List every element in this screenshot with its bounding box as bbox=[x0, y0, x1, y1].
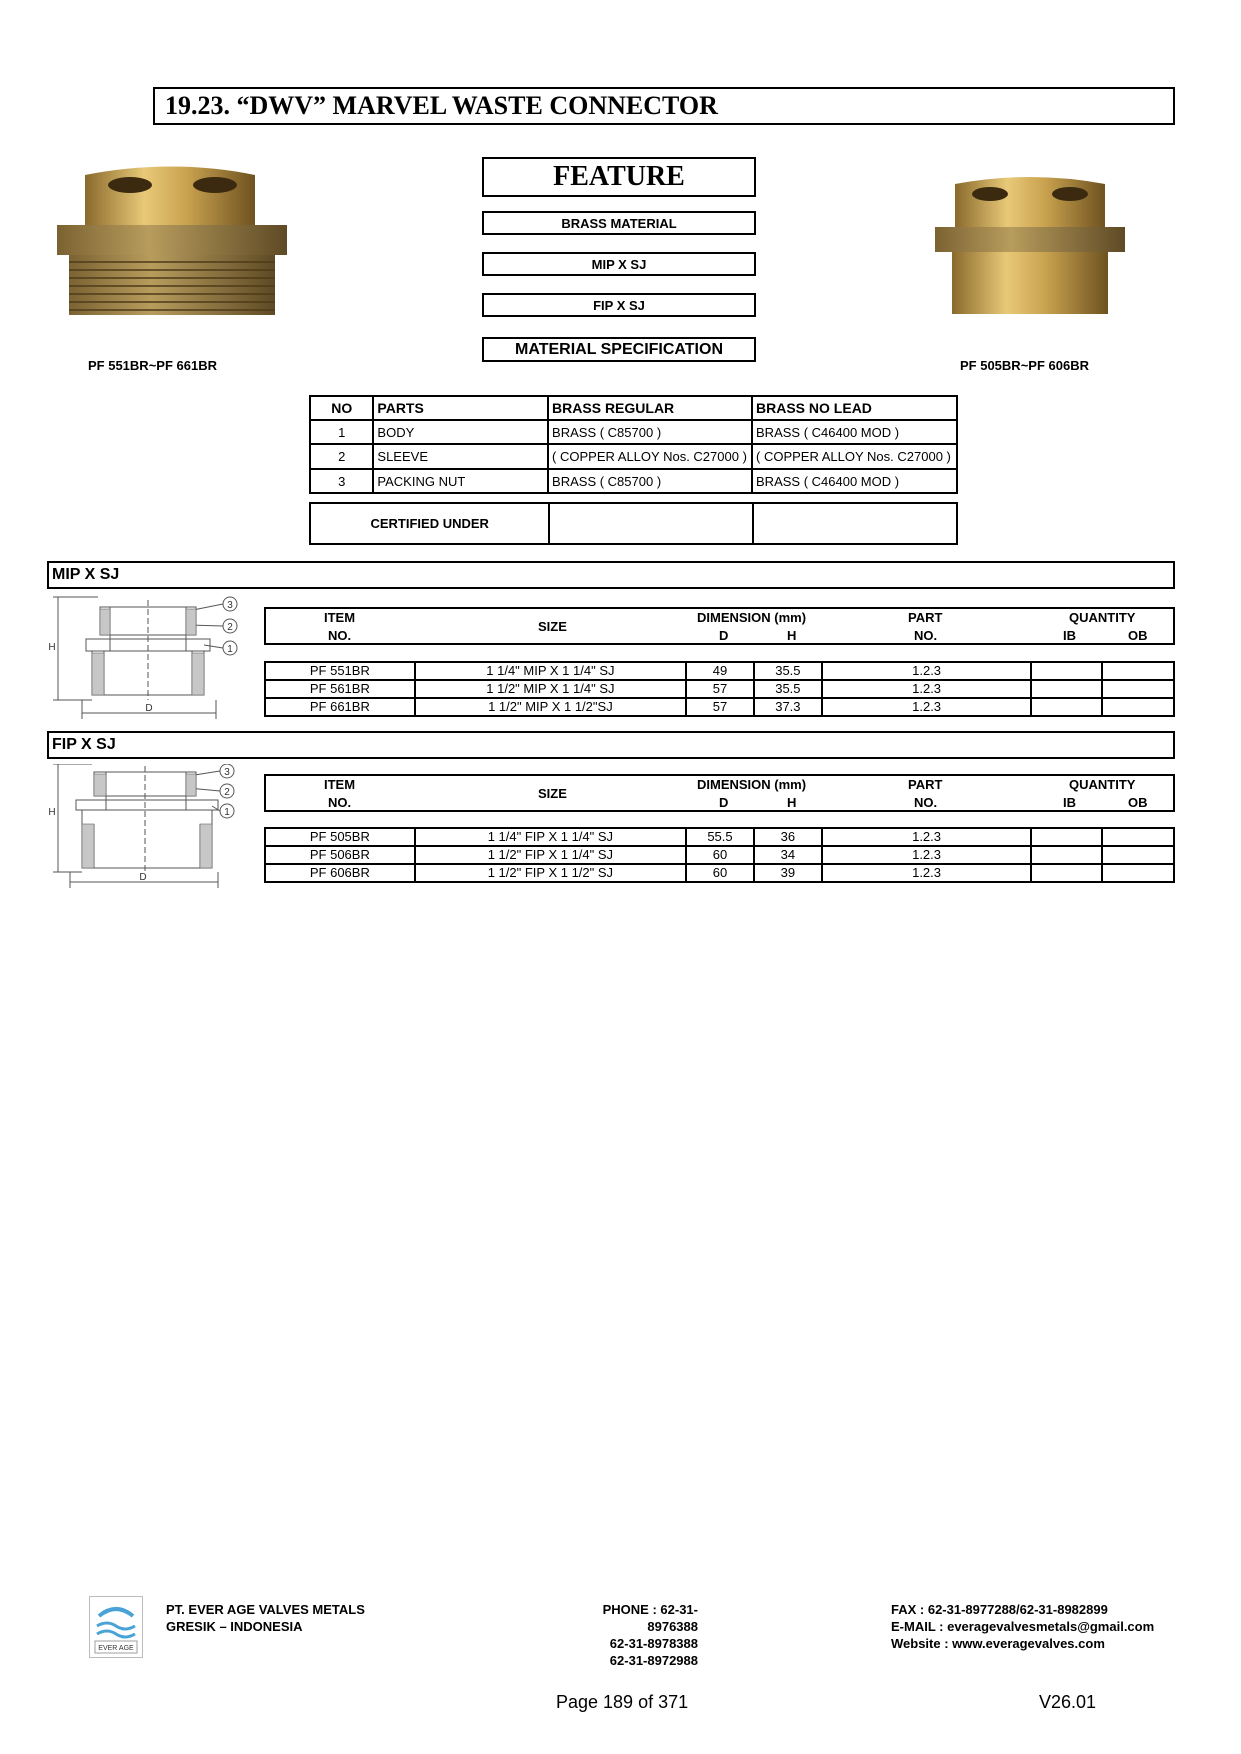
phone-line: 62-31-8978388 bbox=[609, 1636, 698, 1651]
height-label: H bbox=[48, 642, 56, 653]
table-row bbox=[265, 680, 1174, 698]
dimension-table-header-mip: ITEM NO. SIZE DIMENSION (mm) D H PART NO. QUANTITY IB OB bbox=[264, 607, 1175, 645]
footer-company-block bbox=[166, 1601, 365, 1635]
product-photo-fip bbox=[930, 172, 1130, 317]
photo-caption-right: PF 505BR~PF 606BR bbox=[960, 358, 1089, 373]
size: 1 1/4" MIP X 1 1/4" SJ bbox=[415, 662, 686, 680]
height-label: H bbox=[48, 807, 56, 818]
certified-table bbox=[309, 502, 958, 545]
table-cell: ( COPPER ALLOY Nos. C27000 ) bbox=[752, 444, 957, 469]
dim-d: 57 bbox=[686, 680, 754, 698]
table-row bbox=[310, 444, 957, 469]
dim-d: 60 bbox=[686, 846, 754, 864]
table-header: NO bbox=[310, 396, 373, 420]
feature-item: BRASS MATERIAL bbox=[482, 211, 756, 235]
dimension-table-header-fip: ITEM NO. SIZE DIMENSION (mm) D H PART NO. QUANTITY IB OB bbox=[264, 774, 1175, 812]
qty-ob bbox=[1102, 662, 1174, 680]
section-bar-mip: MIP X SJ bbox=[47, 561, 1175, 589]
qty-ib bbox=[1031, 698, 1102, 716]
page-number: Page 189 of 371 bbox=[556, 1692, 689, 1712]
product-photo-mip bbox=[55, 160, 290, 320]
dim-d: 60 bbox=[686, 864, 754, 882]
dim-h: 34 bbox=[754, 846, 822, 864]
qty-ob bbox=[1102, 828, 1174, 846]
table-cell: PACKING NUT bbox=[373, 469, 548, 493]
table-cell: BRASS ( C46400 MOD ) bbox=[752, 469, 957, 493]
part-no: 1.2.3 bbox=[822, 680, 1032, 698]
table-cell: 2 bbox=[310, 444, 373, 469]
dim-d: 57 bbox=[686, 698, 754, 716]
item-no: PF 506BR bbox=[265, 846, 415, 864]
certified-label: CERTIFIED UNDER bbox=[310, 503, 549, 544]
table-cell: 3 bbox=[310, 469, 373, 493]
callout-label: 1 bbox=[224, 807, 230, 818]
dimension-table-fip bbox=[264, 827, 1175, 883]
company-logo bbox=[89, 1596, 143, 1658]
dimension-table-mip bbox=[264, 661, 1175, 717]
photo-caption-left: PF 551BR~PF 661BR bbox=[88, 358, 217, 373]
feature-item: FIP X SJ bbox=[482, 293, 756, 317]
table-row bbox=[265, 662, 1174, 680]
feature-item: MIP X SJ bbox=[482, 252, 756, 276]
item-no: PF 551BR bbox=[265, 662, 415, 680]
footer-phone-block bbox=[553, 1601, 698, 1669]
page-title: 19.23. “DWV” MARVEL WASTE CONNECTOR bbox=[153, 87, 1175, 125]
company-location: GRESIK – INDONESIA bbox=[166, 1619, 303, 1634]
item-no: PF 606BR bbox=[265, 864, 415, 882]
part-no: 1.2.3 bbox=[822, 846, 1032, 864]
table-header: PARTS bbox=[373, 396, 548, 420]
qty-ob bbox=[1102, 698, 1174, 716]
company-name: PT. EVER AGE VALVES METALS bbox=[166, 1602, 365, 1617]
certified-cell bbox=[753, 503, 957, 544]
table-row bbox=[310, 420, 957, 444]
table-cell: BRASS ( C85700 ) bbox=[548, 420, 752, 444]
phone-line: PHONE : 62-31-8976388 bbox=[602, 1602, 698, 1634]
fax-line: FAX : 62-31-8977288/62-31-8982899 bbox=[891, 1602, 1108, 1617]
table-cell: ( COPPER ALLOY Nos. C27000 ) bbox=[548, 444, 752, 469]
logo-text: EVER AGE bbox=[98, 1645, 134, 1652]
table-cell: BODY bbox=[373, 420, 548, 444]
material-spec-heading: MATERIAL SPECIFICATION bbox=[482, 337, 756, 362]
table-row bbox=[310, 469, 957, 493]
size: 1 1/2" FIP X 1 1/2" SJ bbox=[415, 864, 686, 882]
size: 1 1/2" FIP X 1 1/4" SJ bbox=[415, 846, 686, 864]
size: 1 1/2" MIP X 1 1/2"SJ bbox=[415, 698, 686, 716]
table-cell: BRASS ( C46400 MOD ) bbox=[752, 420, 957, 444]
callout-label: 3 bbox=[224, 767, 230, 778]
technical-drawing-fip bbox=[48, 764, 248, 894]
item-no: PF 561BR bbox=[265, 680, 415, 698]
size: 1 1/2" MIP X 1 1/4" SJ bbox=[415, 680, 686, 698]
table-row bbox=[265, 828, 1174, 846]
table-header: BRASS REGULAR bbox=[548, 396, 752, 420]
table-header: BRASS NO LEAD bbox=[752, 396, 957, 420]
phone-line: 62-31-8972988 bbox=[609, 1653, 698, 1668]
qty-ib bbox=[1031, 828, 1102, 846]
qty-ob bbox=[1102, 864, 1174, 882]
table-row bbox=[265, 846, 1174, 864]
dim-d: 49 bbox=[686, 662, 754, 680]
callout-label: 1 bbox=[227, 644, 233, 655]
dim-h: 35.5 bbox=[754, 662, 822, 680]
qty-ib bbox=[1031, 864, 1102, 882]
version-label: V26.01 bbox=[1039, 1692, 1097, 1712]
email-line: E-MAIL : everagevalvesmetals@gmail.com bbox=[891, 1619, 1155, 1634]
table-cell: BRASS ( C85700 ) bbox=[548, 469, 752, 493]
callout-label: 2 bbox=[224, 787, 230, 798]
qty-ib bbox=[1031, 680, 1102, 698]
item-no: PF 505BR bbox=[265, 828, 415, 846]
dim-h: 36 bbox=[754, 828, 822, 846]
dim-h: 37.3 bbox=[754, 698, 822, 716]
qty-ob bbox=[1102, 680, 1174, 698]
table-row bbox=[265, 698, 1174, 716]
qty-ib bbox=[1031, 846, 1102, 864]
material-table bbox=[309, 395, 958, 494]
size: 1 1/4" FIP X 1 1/4" SJ bbox=[415, 828, 686, 846]
callout-label: 3 bbox=[227, 600, 233, 611]
feature-heading: FEATURE bbox=[482, 157, 756, 197]
qty-ib bbox=[1031, 662, 1102, 680]
table-row bbox=[265, 864, 1174, 882]
part-no: 1.2.3 bbox=[822, 698, 1032, 716]
table-cell: SLEEVE bbox=[373, 444, 548, 469]
dim-d: 55.5 bbox=[686, 828, 754, 846]
callout-label: 2 bbox=[227, 622, 233, 633]
technical-drawing-mip bbox=[48, 595, 248, 725]
section-bar-fip: FIP X SJ bbox=[47, 731, 1175, 759]
part-no: 1.2.3 bbox=[822, 864, 1032, 882]
certified-cell bbox=[549, 503, 752, 544]
qty-ob bbox=[1102, 846, 1174, 864]
footer-contact-block bbox=[891, 1601, 1154, 1652]
part-no: 1.2.3 bbox=[822, 662, 1032, 680]
item-no: PF 661BR bbox=[265, 698, 415, 716]
diameter-label: D bbox=[145, 703, 153, 714]
table-cell: 1 bbox=[310, 420, 373, 444]
diameter-label: D bbox=[139, 872, 147, 883]
website-line: Website : www.everagevalves.com bbox=[891, 1636, 1105, 1651]
part-no: 1.2.3 bbox=[822, 828, 1032, 846]
dim-h: 35.5 bbox=[754, 680, 822, 698]
dim-h: 39 bbox=[754, 864, 822, 882]
